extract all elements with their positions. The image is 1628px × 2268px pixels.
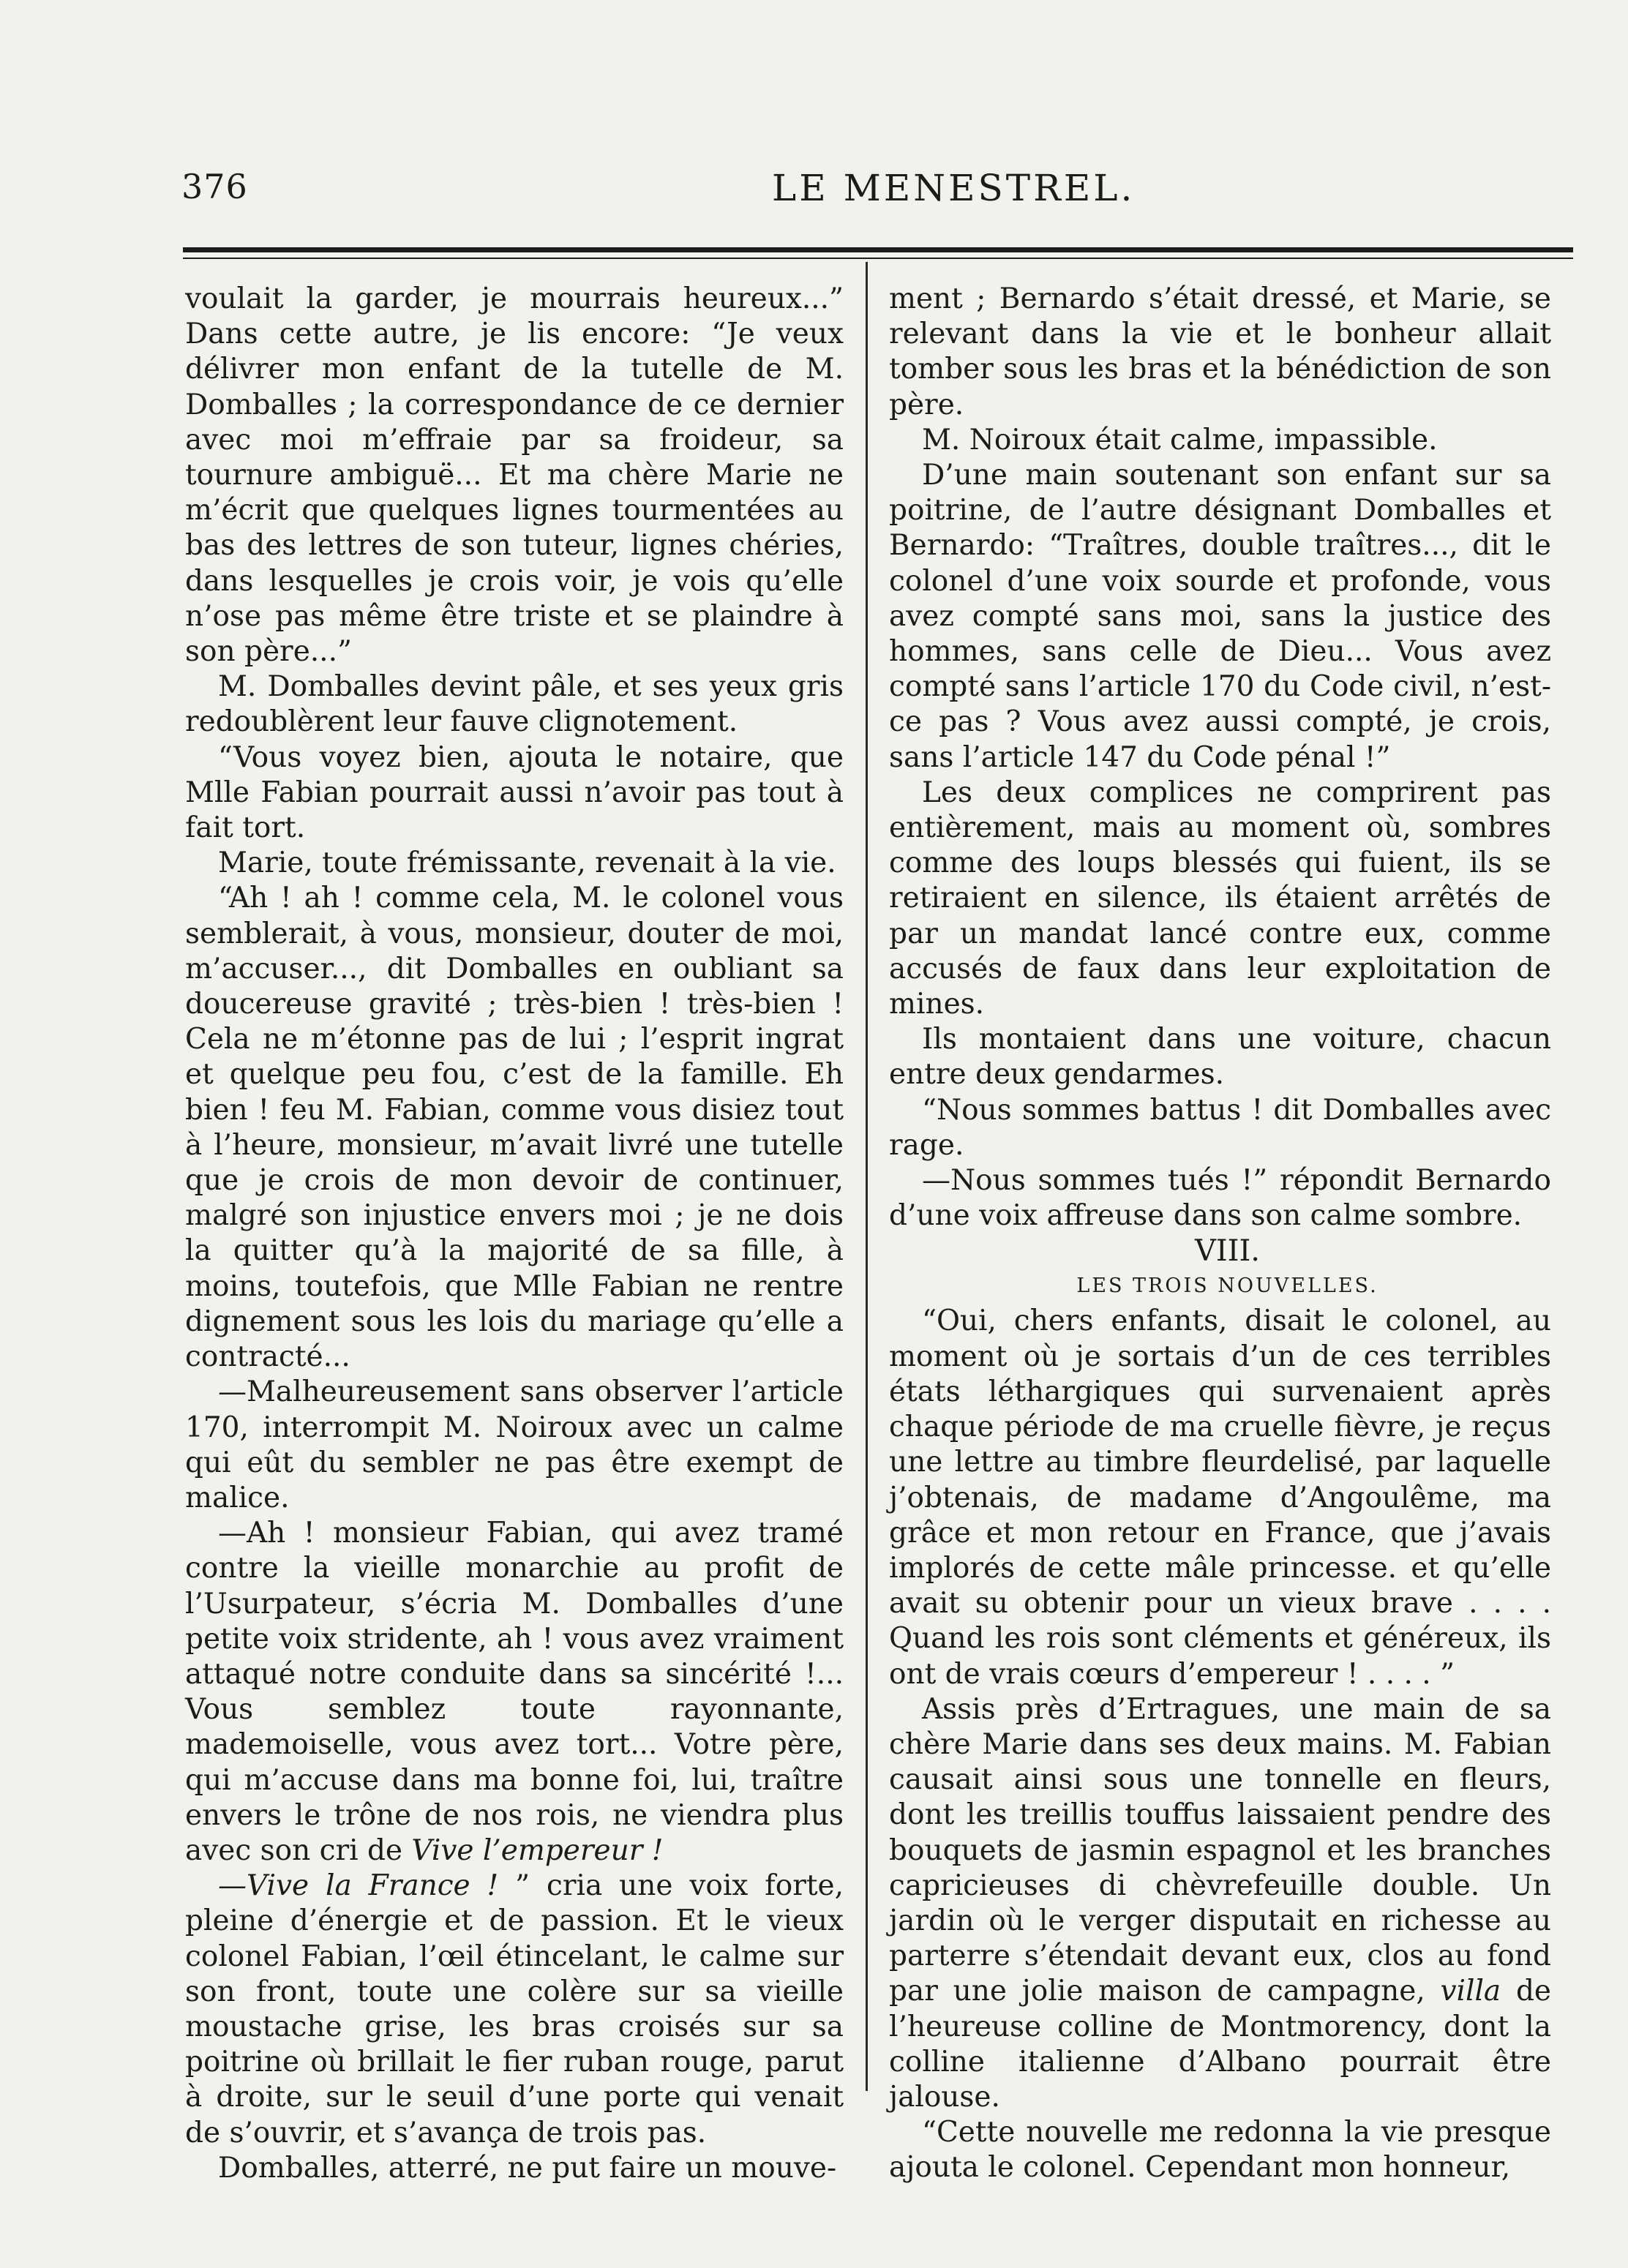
journal-title: LE MENESTREL. bbox=[772, 167, 1136, 209]
paragraph: “Nous sommes battus ! dit Domballes avec rage. bbox=[889, 1093, 1551, 1162]
left-column bbox=[185, 282, 844, 2186]
paragraph-text: —Ah ! monsieur Fabian, qui avez tramé contre la vieille monarchie au profit de l’Usurpateur, s’écria M. Domballes d’une petite voix stridente, ah ! vous avez vraiment attaqué notre conduite dans sa sincérité !... Vous semblez toute rayonnante, mademoiselle, vous avez tort... Votre père, qui m’accuse dans ma bonne foi, lui, traître envers le trône de nos rois, ne viendra plus avec son cri de bbox=[185, 1517, 844, 1867]
paragraph: “Ah ! ah ! comme cela, M. le colonel vous semblerait, à vous, monsieur, douter de moi, m’accuser..., dit Domballes en oubliant sa doucereuse gravité ; très-bien ! très-bien ! Cela ne m’étonne pas de lui ; l’esprit ingrat et quelque peu fou, c’est de la famille. Eh bien ! feu M. Fabian, comme vous disiez tout à l’heure, monsieur, m’avait livré une tutelle que je crois de mon devoir de continuer, malgré son injustice envers moi ; je ne dois la quitter qu’à la majorité de sa fille, à moins, toutefois, que Mlle Fabian ne rentre dignement sous les lois du mariage qu’elle a contracté... bbox=[185, 882, 844, 1374]
paragraph bbox=[185, 1516, 844, 1869]
paragraph: M. Noiroux était calme, impassible. bbox=[922, 423, 1438, 457]
paragraph: “Oui, chers enfants, disait le colonel, au moment où je sortais d’un de ces terribles états léthargiques qui survenaient après chaque période de ma cruelle fièvre, je reçus une lettre au timbre fleurdelisé, par laquelle j’obtenais, de madame d’Angoulême, ma grâce et mon retour en France, que j’avais implorés de cette mâle princesse. et qu’elle avait su obtenir pour un vieux brave . . . . Quand les rois sont cléments et généreux, ils ont de vrais cœurs d’empereur ! . . . . ” bbox=[889, 1304, 1551, 1691]
right-column bbox=[889, 282, 1551, 2186]
italic-exclamation: —Vive la France ! bbox=[218, 1869, 499, 1903]
page-header bbox=[0, 167, 1628, 218]
paragraph: D’une main soutenant son enfant sur sa poitrine, de l’autre désignant Domballes et Bernardo: “Traîtres, double traîtres..., dit le colonel d’une voix sourde et profonde, vous avez compté sans moi, sans la justice des hommes, sans celle de Dieu... Vous avez compté sans l’article 170 du Code civil, n’est-ce pas ? Vous avez aussi compté, je crois, sans l’article 147 du Code pénal !” bbox=[889, 459, 1551, 774]
paragraph: Marie, toute frémissante, revenait à la vie. bbox=[218, 846, 836, 880]
paragraph: —Nous sommes tués !” répondit Bernardo d’une voix affreuse dans son calme sombre. bbox=[889, 1164, 1551, 1233]
chapter-title: LES TROIS NOUVELLES. bbox=[1076, 1274, 1378, 1298]
paragraph: “Cette nouvelle me redonna la vie presque ajouta le colonel. Cependant mon honneur, bbox=[889, 2116, 1551, 2185]
paragraph-text: de l’heureuse colline de Montmorency, dont la colline italienne d’Albano pourrait être jalouse. bbox=[889, 1975, 1551, 2114]
paragraph: “Vous voyez bien, ajouta le notaire, que Mlle Fabian pourrait aussi n’avoir pas tout à fait tort. bbox=[185, 740, 844, 845]
chapter-number: VIII. bbox=[1194, 1234, 1260, 1269]
header-rule bbox=[183, 247, 1573, 252]
paragraph: —Malheureusement sans observer l’article 170, interrompit M. Noiroux avec un calme qui eût du sembler ne pas être exempt de malice. bbox=[185, 1375, 844, 1514]
header-rule-thin bbox=[183, 258, 1573, 259]
paragraph: Ils montaient dans une voiture, chacun entre deux gendarmes. bbox=[889, 1023, 1551, 1092]
paragraph: Les deux complices ne comprirent pas entièrement, mais au moment où, sombres comme des loups blessés qui fuient, ils se retiraient en silence, ils étaient arrêtés de par un mandat lancé contre eux, comme accusés de faux dans leur exploitation de mines. bbox=[889, 776, 1551, 1021]
italic-word: villa bbox=[1440, 1975, 1501, 2008]
paragraph bbox=[889, 1692, 1551, 2115]
paragraph: M. Domballes devint pâle, et ses yeux gris redoublèrent leur fauve clignotement. bbox=[185, 670, 844, 739]
paragraph: ment ; Bernardo s’était dressé, et Marie, se relevant dans la vie et le bonheur allait tomber sous les bras et la bénédiction de son père. bbox=[889, 282, 1551, 421]
paragraph-text: Assis près d’Ertragues, une main de sa chère Marie dans ses deux mains. M. Fabian causait ainsi sous une tonnelle en fleurs, dont les treillis touffus laissaient pendre des bouquets de jasmin espagnol et les branches capricieuses di chèvrefeuille double. Un jardin où le verger disputait en richesse au parterre s’étendait devant eux, clos au fond par une jolie maison de campagne, bbox=[889, 1692, 1551, 2008]
italic-exclamation: Vive l’empereur ! bbox=[411, 1833, 664, 1867]
paragraph: Domballes, atterré, ne put faire un mouve- bbox=[218, 2151, 837, 2185]
column-divider bbox=[866, 262, 868, 2091]
paragraph bbox=[185, 1869, 844, 2151]
page-number: 376 bbox=[181, 167, 248, 206]
paragraph: voulait la garder, je mourrais heureux...” Dans cette autre, je lis encore: “Je veux délivrer mon enfant de la tutelle de M. Domballes ; la correspondance de ce dernier avec moi m’effraie par sa froideur, sa tournure ambiguë... Et ma chère Marie ne m’écrit que quelques lignes tourmentées au bas des lettres de son tuteur, lignes chéries, dans lesquelles je crois voir, je vois qu’elle n’ose pas même être triste et se plaindre à son père...” bbox=[185, 282, 844, 669]
paragraph-text: ” cria une voix forte, pleine d’énergie et de passion. Et le vieux colonel Fabian, l’œil étincelant, le calme sur son front, toute une colère sur sa vieille moustache grise, les bras croisés sur sa poitrine où brillait le fier ruban rouge, parut à droite, sur le seuil d’une porte qui venait de s’ouvrir, et s’avança de trois pas. bbox=[185, 1869, 844, 2149]
